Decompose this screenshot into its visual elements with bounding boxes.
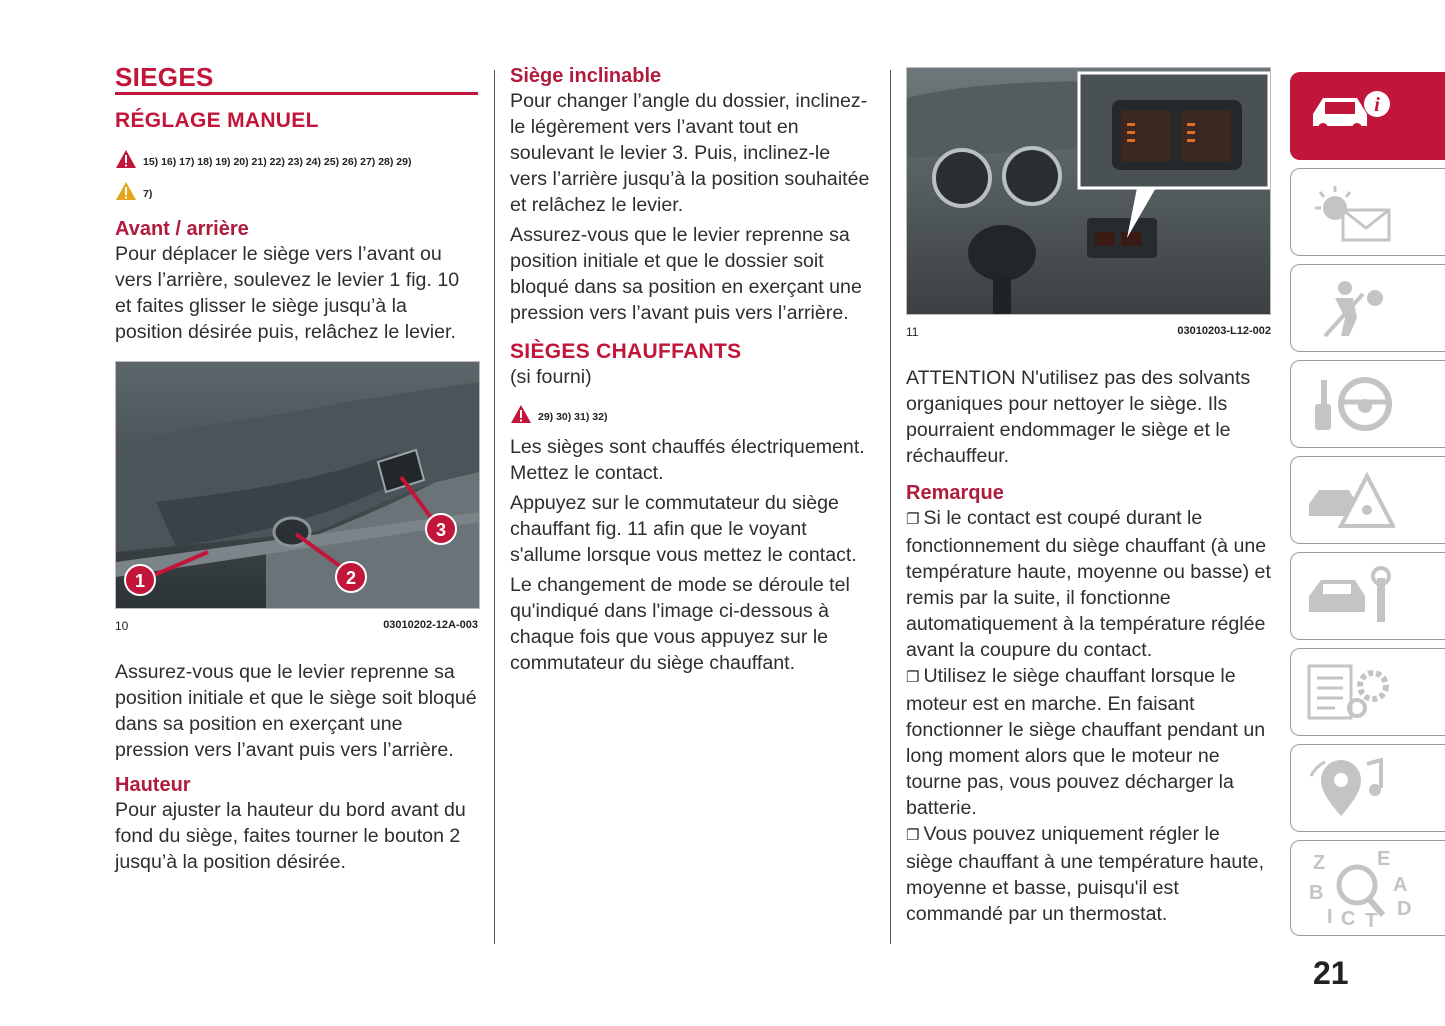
figure-number: 10 <box>115 619 129 633</box>
tab-starting-driving[interactable] <box>1290 360 1445 448</box>
avant-text: Pour déplacer le siège vers l’avant ou vers l’arrière, soulevez le levier 1 fig. 10 et faites glisser le siège jusqu’à la position désirée puis, relâchez le levier. <box>115 243 460 343</box>
column-middle <box>510 62 872 676</box>
column-right <box>906 67 1271 927</box>
figure-code: 03010203-L12-002 <box>1177 325 1271 337</box>
tab-technical-data[interactable] <box>1290 648 1445 736</box>
svg-text:B: B <box>1309 882 1324 904</box>
tab-car-info[interactable] <box>1290 72 1445 160</box>
chauffants-p1: Les sièges sont chauffés électriquement. Mettez le contact. <box>510 436 865 484</box>
seat-figure <box>115 361 480 609</box>
safety-icon <box>1305 278 1395 338</box>
callout-1 <box>125 565 155 595</box>
inclinable-p1: Pour changer l’angle du dossier, inclinez-le légèrement vers l’avant tout en soulevant le levier 3. Puis, inclinez-le vers l’arrière jusqu’à la position souhaitée et relâchez le levier. <box>510 90 870 216</box>
callout-2 <box>336 562 366 592</box>
warning-refs: 29) 30) 31) 32) <box>538 411 608 423</box>
chauffants-heading: SIÈGES CHAUFFANTS <box>510 340 742 363</box>
tab-emergency[interactable] <box>1290 456 1445 544</box>
column-divider <box>890 70 891 944</box>
car-info-icon <box>1305 86 1395 146</box>
section-title: SIEGES <box>115 62 478 95</box>
maintenance-icon <box>1305 566 1395 626</box>
figure-code: 03010202-12A-003 <box>383 619 478 631</box>
seat-illustration <box>116 362 479 608</box>
warning-refs: 15) 16) 17) 18) 19) 20) 21) 22) 23) 24) 25) 26) 27) 28) 29) <box>143 156 412 168</box>
callout-3 <box>426 514 456 544</box>
caution-refs-row <box>115 179 478 203</box>
chauffants-sub: (si fourni) <box>510 366 592 388</box>
chauffants-p3: Le changement de mode se déroule tel qu'indiqué dans l'image ci-dessous à chaque fois que vous appuyez sur le commutateur du siège chauffant. <box>510 574 850 674</box>
hauteur-text: Pour ajuster la hauteur du bord avant du fond du siège, faites tourner le bouton 2 jusqu’à la position désirée. <box>115 799 466 873</box>
hauteur-heading: Hauteur <box>115 774 191 796</box>
remarque-bullet: ❐ Vous pouvez uniquement régler le siège chauffant à une température haute, moyenne et basse, puisqu'il est commandé par un thermostat. <box>906 823 1265 925</box>
chauffants-p2: Appuyez sur le commutateur du siège chauffant fig. 11 afin que le voyant s'allume lorsque vous mettez le contact. <box>510 492 857 566</box>
column-divider <box>494 70 495 944</box>
svg-text:C: C <box>1341 908 1356 930</box>
tab-safety[interactable] <box>1290 264 1445 352</box>
danger-triangle-icon <box>510 404 532 424</box>
checkbox-bullet-icon: ❐ <box>906 669 920 686</box>
technical-data-icon <box>1305 662 1395 722</box>
tab-index[interactable] <box>1290 840 1445 936</box>
page-number: 21 <box>1313 955 1349 991</box>
remarque-heading: Remarque <box>906 482 1004 504</box>
caution-triangle-icon <box>115 181 137 201</box>
svg-text:3: 3 <box>435 520 447 540</box>
section-subtitle: RÉGLAGE MANUEL <box>115 109 319 132</box>
figure-number: 11 <box>906 325 919 339</box>
inclinable-p2: Assurez-vous que le levier reprenne sa position initiale et que le dossier soit bloqué dans sa position en exerçant une pression vers l’avant puis vers l’arrière. <box>510 224 862 324</box>
column-left <box>115 62 478 875</box>
svg-text:A: A <box>1393 874 1408 896</box>
warning-refs-row <box>115 147 478 171</box>
svg-text:Z: Z <box>1313 852 1326 874</box>
warning-lights-icon <box>1305 182 1395 242</box>
multimedia-icon <box>1305 758 1395 818</box>
tab-warning-lights[interactable] <box>1290 168 1445 256</box>
avant-heading: Avant / arrière <box>115 218 249 240</box>
svg-text:D: D <box>1397 898 1412 920</box>
svg-text:2: 2 <box>345 568 357 588</box>
tab-multimedia[interactable] <box>1290 744 1445 832</box>
danger-triangle-icon <box>115 149 137 169</box>
steering-wheel-icon <box>1305 374 1395 434</box>
figure-caption <box>906 325 1271 339</box>
caution-refs: 7) <box>143 188 153 200</box>
svg-text:1: 1 <box>134 571 146 591</box>
svg-text:i: i <box>1374 94 1380 116</box>
checkbox-bullet-icon: ❐ <box>906 827 920 844</box>
remarque-bullet: ❐ Utilisez le siège chauffant lorsque le moteur est en marche. En faisant fonctionner le siège chauffant pendant un long moment alors que le moteur ne tourne pas, vous pouvez décharger la batterie. <box>906 665 1266 819</box>
emergency-icon <box>1305 470 1395 530</box>
checkbox-bullet-icon: ❐ <box>906 511 920 528</box>
warning-refs-row <box>510 402 872 426</box>
svg-text:I: I <box>1327 906 1333 928</box>
index-icon <box>1305 845 1425 931</box>
heated-seat-figure <box>906 67 1271 315</box>
svg-text:E: E <box>1377 848 1391 870</box>
attention-text: ATTENTION N'utilisez pas des solvants organiques pour nettoyer le siège. Ils pourraient endommager le siège et le réchauffeur. <box>906 367 1251 467</box>
after-figure-text: Assurez-vous que le levier reprenne sa position initiale et que le siège soit bloqué dans sa position en exerçant une pression vers l’avant puis vers l’arrière. <box>115 661 477 761</box>
figure-caption <box>115 619 478 633</box>
console-illustration <box>907 68 1270 314</box>
inclinable-heading: Siège inclinable <box>510 65 662 87</box>
tab-maintenance[interactable] <box>1290 552 1445 640</box>
svg-text:T: T <box>1365 910 1378 931</box>
remarque-bullet: ❐ Si le contact est coupé durant le fonctionnement du siège chauffant (à une température haute, moyenne ou basse) et remis par la suite, il fonctionne automatiquement à la température réglée avant la coupure du contact. <box>906 507 1271 661</box>
